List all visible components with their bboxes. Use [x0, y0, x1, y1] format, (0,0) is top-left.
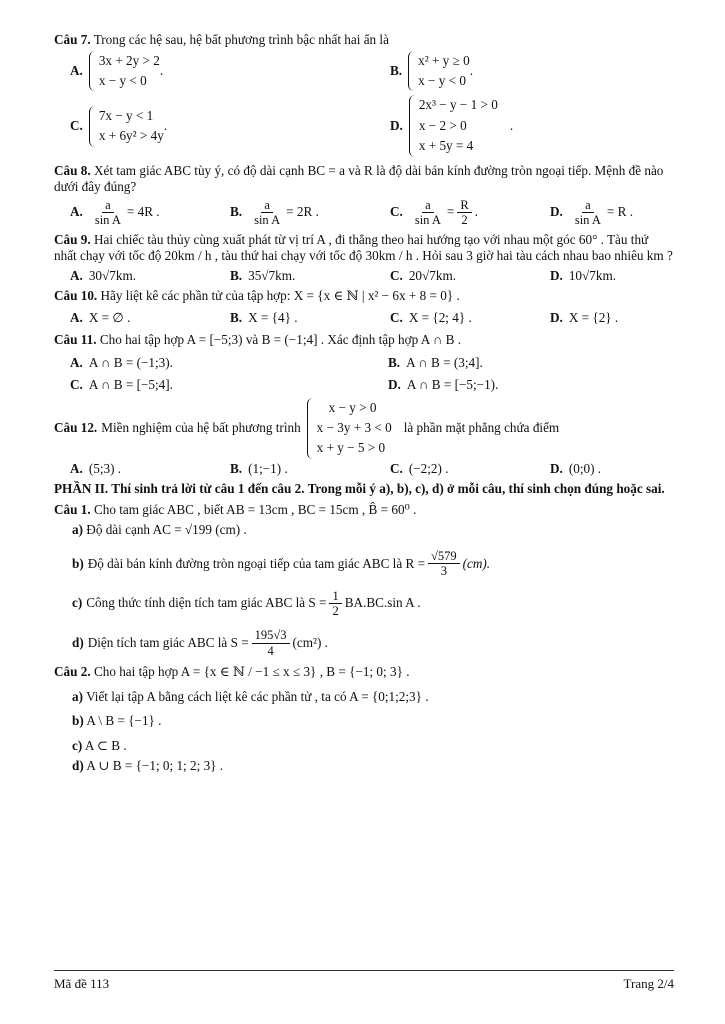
statement-d[interactable]: d) A ∪ B = {−1; 0; 1; 2; 3} .	[72, 758, 224, 774]
fraction: $\frac{1}{2}$	[329, 589, 341, 619]
option-d[interactable]: D. A ∩ B = [−5;−1).	[388, 377, 499, 393]
fraction: $\frac{a}{\text{sin A}}$	[414, 197, 441, 228]
option-b[interactable]: B. X = {4} .	[230, 309, 298, 325]
question-number: Câu 1.	[54, 501, 91, 517]
option-b[interactable]: B. A ∩ B = (3;4].	[388, 354, 483, 370]
statement-d[interactable]: d) Diện tích tam giác ABC là S = $\frac{195√3}{4}$ (cm²) .	[72, 628, 328, 658]
option-c[interactable]: C. (−2;2) .	[390, 460, 449, 476]
q12-options	[54, 461, 674, 478]
option-a[interactable]: A. $\frac{a}{\text{sin A}}$ = 4R .	[70, 197, 160, 228]
option-b[interactable]: B. $\frac{a}{\text{sin A}}$ = 2R .	[230, 197, 319, 228]
page-number: Trang 2/4	[623, 976, 674, 991]
option-c[interactable]: C. X = {2; 4} .	[390, 309, 472, 325]
question-11	[54, 332, 674, 349]
option-b[interactable]: B. x² + y ≥ 0 x − y < 0 .	[390, 51, 473, 92]
option-b[interactable]: B. (1;−1) .	[230, 460, 288, 476]
fraction: $\frac{R}{2}$	[457, 198, 471, 228]
option-b[interactable]: B. 35√7km.	[230, 267, 296, 283]
option-d[interactable]: D. $\frac{a}{\text{sin A}}$ = R .	[550, 197, 634, 228]
q10-options	[54, 310, 674, 327]
q7-options-row-2	[54, 95, 674, 156]
option-d[interactable]: D. X = {2} .	[550, 309, 619, 325]
question-number: Câu 10.	[54, 288, 98, 304]
exam-code: Mã đề 113	[54, 976, 110, 991]
question-text: Cho hai tập hợp A = [−5;3) và B = (−1;4] . Xác định tập hợp A ∩ B .	[99, 332, 462, 348]
inequality-system: 7x − y < 1 x + 6y² > 4y	[89, 106, 164, 147]
option-a[interactable]: A. (5;3) .	[70, 460, 122, 476]
question-12: Câu 12. Miền nghiệm của hệ bất phương trình x − y > 0 x − 3y + 3 < 0 x + y − 5 > 0 là phần mặt phẳng chứa điểm	[54, 398, 674, 459]
option-a[interactable]: A. X = ∅ .	[70, 309, 131, 325]
q8-options	[54, 198, 674, 228]
page-footer	[54, 970, 674, 992]
option-c[interactable]: C. 20√7km.	[390, 267, 456, 283]
question-text: Cho tam giác ABC , biết AB = 13cm , BC = 15cm , B̂ = 60⁰ .	[93, 501, 417, 517]
question-8	[54, 163, 674, 196]
fraction: $\frac{a}{\text{sin A}}$	[94, 197, 121, 228]
statement-a[interactable]: a) Độ dài cạnh AC = √199 (cm) .	[72, 522, 247, 538]
question-10	[54, 288, 674, 305]
statement-c[interactable]: c) A ⊂ B .	[72, 737, 127, 753]
statement-b[interactable]: b) Độ dài bán kính đường tròn ngoại tiếp của tam giác ABC là R = $\frac{√579}{3}$ (cm).	[72, 548, 491, 579]
inequality-system: x − y > 0 x − 3y + 3 < 0 x + y − 5 > 0	[307, 398, 392, 459]
statement-c[interactable]: c) Công thức tính diện tích tam giác ABC là S = $\frac{1}{2}$ BA.BC.sin A .	[72, 588, 421, 618]
inequality-system: 3x + 2y > 2 x − y < 0	[89, 51, 160, 92]
question-text: Hai chiếc tàu thủy cùng xuất phát từ vị trí A , đi thẳng theo hai hướng tạo với nhau một góc 60° . Tàu thứ nhất chạy với tốc độ 20km / h , tàu thứ hai chạy với tốc độ 30km / h . Hỏi sau 3 giờ hai tàu cách nhau bao nhiêu km ?	[54, 231, 673, 264]
q11-options-row-1	[54, 355, 674, 372]
question-number: Câu 12.	[54, 419, 98, 435]
question-text: Cho hai tập hợp A = {x ∈ ℕ / −1 ≤ x ≤ 3} , B = {−1; 0; 3} .	[93, 664, 410, 680]
question-number: Câu 8.	[54, 162, 91, 178]
option-c[interactable]: C. 7x − y < 1 x + 6y² > 4y .	[54, 106, 390, 147]
option-d[interactable]: D. 10√7km.	[550, 267, 616, 283]
statement-a[interactable]: a) Viết lại tập A bằng cách liệt kê các phần tử , ta có A = {0;1;2;3} .	[72, 688, 429, 704]
fraction: $\frac{a}{\text{sin A}}$	[254, 197, 281, 228]
question-text: Xét tam giác ABC tùy ý, có độ dài cạnh BC = a và R là độ dài bán kính đường tròn ngoại tiếp. Mệnh đề nào dưới đây đúng?	[54, 162, 664, 195]
q11-options-row-2	[54, 377, 674, 394]
part-2-heading: PHẦN II. Thí sinh trả lời từ câu 1 đến câu 2. Trong mỗi ý a), b), c), d) ở mỗi câu, thí sinh chọn đúng hoặc sai.	[54, 481, 665, 497]
question-number: Câu 9.	[54, 231, 91, 247]
statement-b[interactable]: b) A \ B = {−1} .	[72, 713, 162, 729]
fraction: $\frac{195√3}{4}$	[252, 628, 290, 658]
question-text: Hãy liệt kê các phần tử của tập hợp: X = {x ∈ ℕ | x² − 6x + 8 = 0} .	[100, 288, 460, 304]
q9-options	[54, 268, 674, 285]
option-c[interactable]: C. $\frac{a}{\text{sin A}}$ = $\frac{R}{2}$ .	[390, 197, 478, 228]
question-7	[54, 32, 674, 49]
part2-question-2	[54, 664, 674, 681]
question-text: Trong các hệ sau, hệ bất phương trình bậc nhất hai ẩn là	[93, 32, 389, 47]
question-9	[54, 232, 674, 265]
question-number: Câu 11.	[54, 332, 97, 348]
q7-options-row-1	[54, 51, 674, 92]
inequality-system: x² + y ≥ 0 x − y < 0	[408, 51, 470, 92]
option-d[interactable]: D. 2x³ − y − 1 > 0 x − 2 > 0 x + 5y = 4 .	[390, 95, 513, 156]
question-number: Câu 7.	[54, 32, 91, 47]
inequality-system: 2x³ − y − 1 > 0 x − 2 > 0 x + 5y = 4	[409, 95, 498, 156]
option-c[interactable]: C. A ∩ B = [−5;4].	[70, 377, 173, 393]
option-a[interactable]: A. 30√7km.	[70, 267, 136, 283]
part2-question-1	[54, 502, 674, 519]
exam-page	[54, 32, 674, 775]
question-number: Câu 2.	[54, 664, 91, 680]
option-a[interactable]: A. A ∩ B = (−1;3).	[70, 354, 173, 370]
option-d[interactable]: D. (0;0) .	[550, 460, 602, 476]
option-a[interactable]: A. 3x + 2y > 2 x − y < 0 .	[54, 51, 390, 92]
fraction: $\frac{√579}{3}$	[428, 549, 460, 579]
fraction: $\frac{a}{\text{sin A}}$	[574, 197, 601, 228]
